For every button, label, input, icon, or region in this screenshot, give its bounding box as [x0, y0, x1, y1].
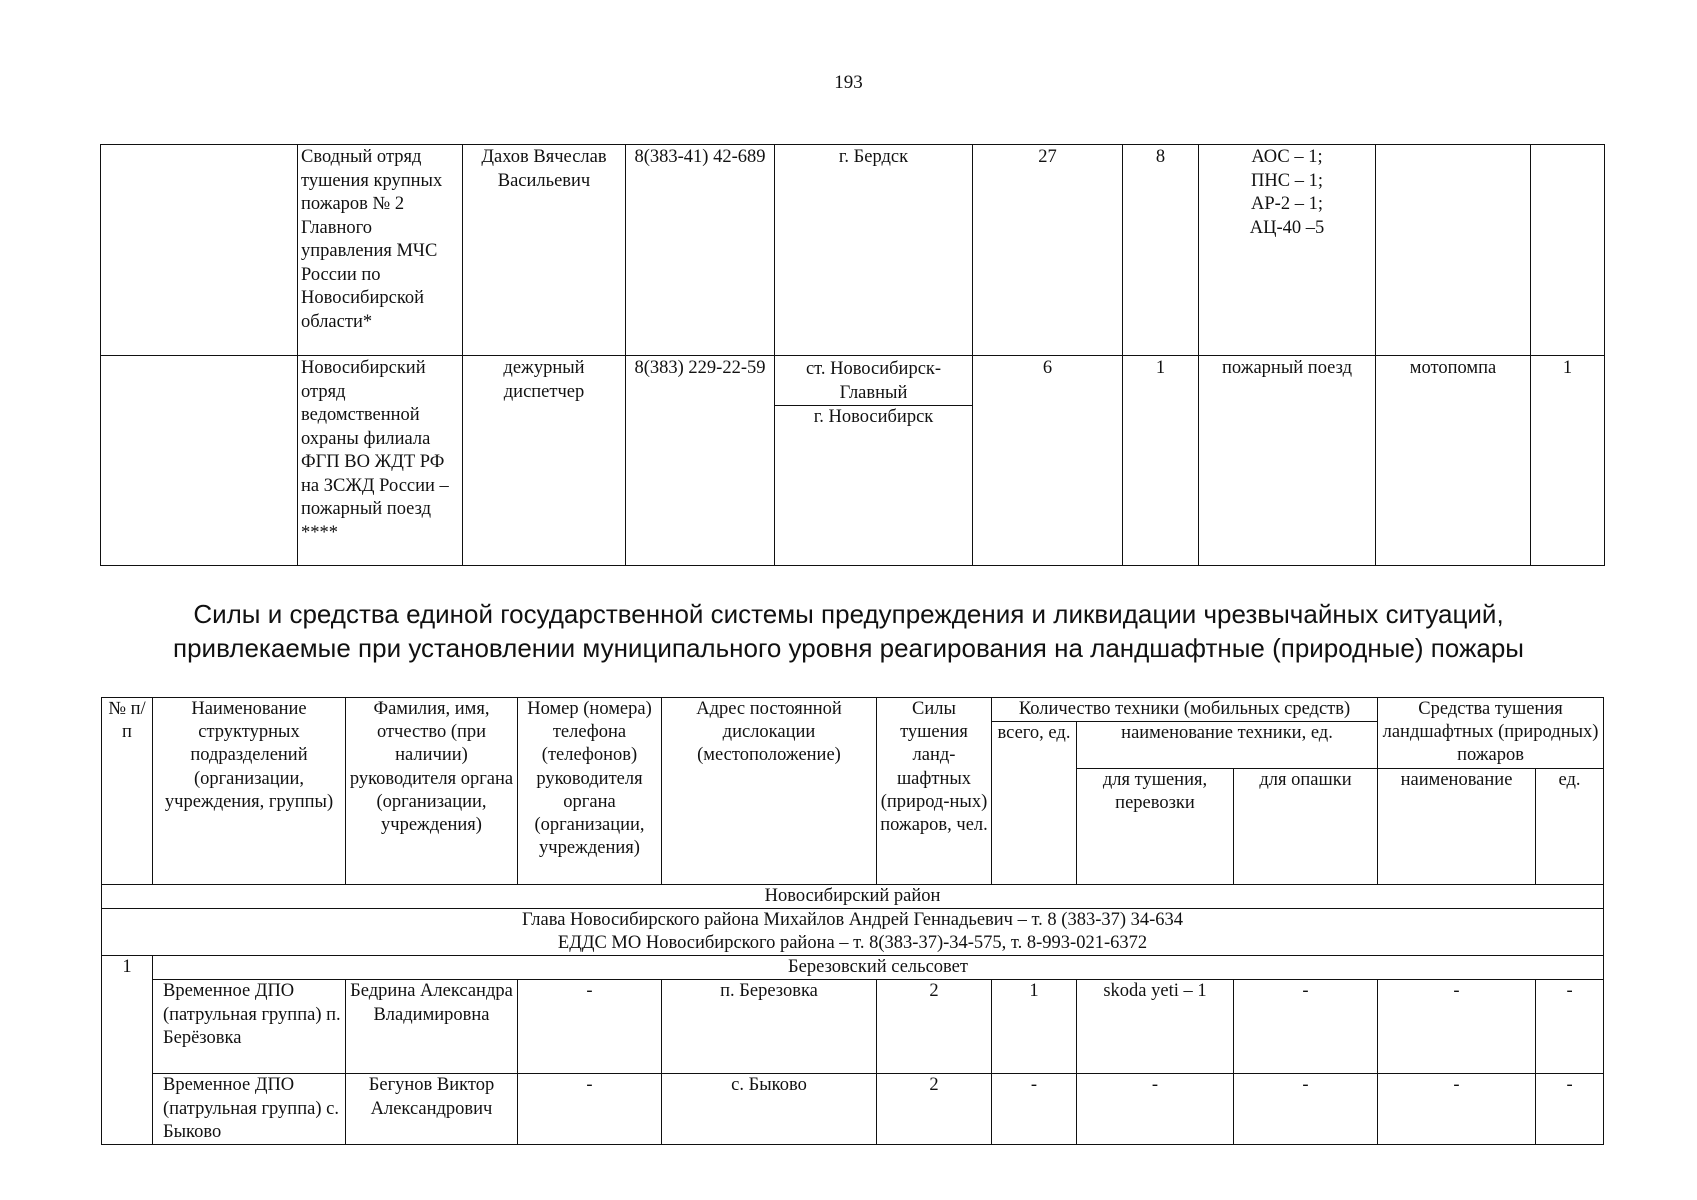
extinguish-name-cell: мотопомпа	[1376, 356, 1531, 566]
vehicles-total-cell: -	[992, 1074, 1077, 1145]
address-cell: г. Бердск	[775, 145, 973, 356]
plowing-vehicles-cell: -	[1234, 1074, 1378, 1145]
empty-cell	[101, 145, 298, 356]
district-row	[102, 884, 1604, 908]
vehicles-total-cell: 1	[992, 980, 1077, 1074]
forces-cell: 2	[877, 980, 992, 1074]
address-cell: п. Березовка	[662, 980, 877, 1074]
head-cell: Бедрина Александра Владимировна	[346, 980, 518, 1074]
unit-name-cell: Сводный отряд тушения крупных пожаров № 2 Главного управления МЧС России по Новосибирской области*	[298, 145, 463, 356]
means-name-cell: -	[1378, 1074, 1536, 1145]
forces-cell: 2	[877, 1074, 992, 1145]
header-row	[102, 698, 1604, 722]
extinguish-units-cell: 1	[1531, 356, 1605, 566]
table-row	[102, 980, 1604, 1074]
header-phone: Номер (номера) телефона (телефонов) руководителя органа (организации, учреждения)	[518, 698, 662, 885]
phone-cell: 8(383) 229-22-59	[626, 356, 775, 566]
means-name-cell: -	[1378, 980, 1536, 1074]
address-cell: с. Быково	[662, 1074, 877, 1145]
district-contacts	[102, 908, 1604, 955]
header-name: Наименование структурных подразделений (организации, учреждения, группы)	[153, 698, 346, 885]
vehicle-names-cell: пожарный поезд	[1199, 356, 1376, 566]
head-cell: Бегунов Виктор Александрович	[346, 1074, 518, 1145]
extinguish-units-cell	[1531, 145, 1605, 356]
extinguish-vehicles-cell: -	[1077, 1074, 1234, 1145]
district-name: Новосибирский район	[102, 884, 1604, 908]
vehicles-count-cell: 1	[1123, 356, 1199, 566]
row-number: 1	[102, 956, 153, 1145]
header-means-units: ед.	[1536, 768, 1604, 884]
header-head: Фамилия, имя, отчество (при наличии) руководителя органа (организации, учреждения)	[346, 698, 518, 885]
address-cell	[775, 356, 973, 566]
header-forces: Силы тушения ланд-шафтных (природ-ных) пожаров, чел.	[877, 698, 992, 885]
header-address: Адрес постоянной дислокации (местоположение)	[662, 698, 877, 885]
header-for-plowing: для опашки	[1234, 768, 1378, 884]
unit-name-cell: Временное ДПО (патрульная группа) с. Быково	[153, 1074, 346, 1145]
header-vehicles-group: Количество техники (мобильных средств)	[992, 698, 1378, 722]
address-secondary: г. Новосибирск	[775, 405, 972, 430]
header-num: № п/п	[102, 698, 153, 885]
means-units-cell: -	[1536, 980, 1604, 1074]
district-head-contact: Глава Новосибирского района Михайлов Андрей Геннадьевич – т. 8 (383-37) 34-634	[521, 909, 1184, 930]
phone-cell: -	[518, 980, 662, 1074]
plowing-vehicles-cell: -	[1234, 980, 1378, 1074]
head-cell: Дахов Вячеслав Васильевич	[463, 145, 626, 356]
people-cell: 27	[973, 145, 1123, 356]
table-row	[101, 145, 1605, 356]
vehicle-names-cell: АОС – 1; ПНС – 1; АР-2 – 1; АЦ-40 –5	[1199, 145, 1376, 356]
header-means-group: Средства тушения ландшафтных (природных) пожаров	[1378, 698, 1604, 769]
council-row	[102, 956, 1604, 980]
vehicles-count-cell: 8	[1123, 145, 1199, 356]
header-vehicles-names: наименование техники, ед.	[1077, 722, 1378, 768]
extinguish-vehicles-cell: skoda yeti – 1	[1077, 980, 1234, 1074]
people-cell: 6	[973, 356, 1123, 566]
district-contacts-row	[102, 908, 1604, 955]
header-vehicles-total: всего, ед.	[992, 722, 1077, 884]
head-cell: дежурный диспетчер	[463, 356, 626, 566]
section-heading-line-1: Силы и средства единой государственной системы предупреждения и ликвидации чрезвычайных ситуаций,	[193, 599, 1504, 629]
address-primary: ст. Новосибирск-Главный	[805, 359, 942, 403]
district-edds-contact: ЕДДС МО Новосибирского района – т. 8(383-37)-34-575, т. 8-993-021-6372	[557, 933, 1148, 954]
page-number: 193	[834, 72, 863, 93]
header-means-name: наименование	[1378, 768, 1536, 884]
unit-name-cell: Временное ДПО (патрульная группа) п. Берёзовка	[153, 980, 346, 1074]
empty-cell	[101, 356, 298, 566]
extinguish-name-cell	[1376, 145, 1531, 356]
means-units-cell: -	[1536, 1074, 1604, 1145]
table-row	[101, 356, 1605, 566]
section-heading-line-2: привлекаемые при установлении муниципального уровня реагирования на ландшафтные (природные) пожары	[173, 633, 1524, 663]
continuation-table	[100, 144, 1605, 566]
phone-cell: 8(383-41) 42-689	[626, 145, 775, 356]
council-name: Березовский сельсовет	[153, 956, 1604, 980]
phone-cell: -	[518, 1074, 662, 1145]
forces-table	[101, 697, 1604, 1145]
unit-name-cell: Новосибирский отряд ведомственной охраны филиала ФГП ВО ЖДТ РФ на ЗСЖД России – пожарный поезд ****	[298, 356, 463, 566]
table-row	[102, 1074, 1604, 1145]
header-for-extinguish: для тушения, перевозки	[1077, 768, 1234, 884]
